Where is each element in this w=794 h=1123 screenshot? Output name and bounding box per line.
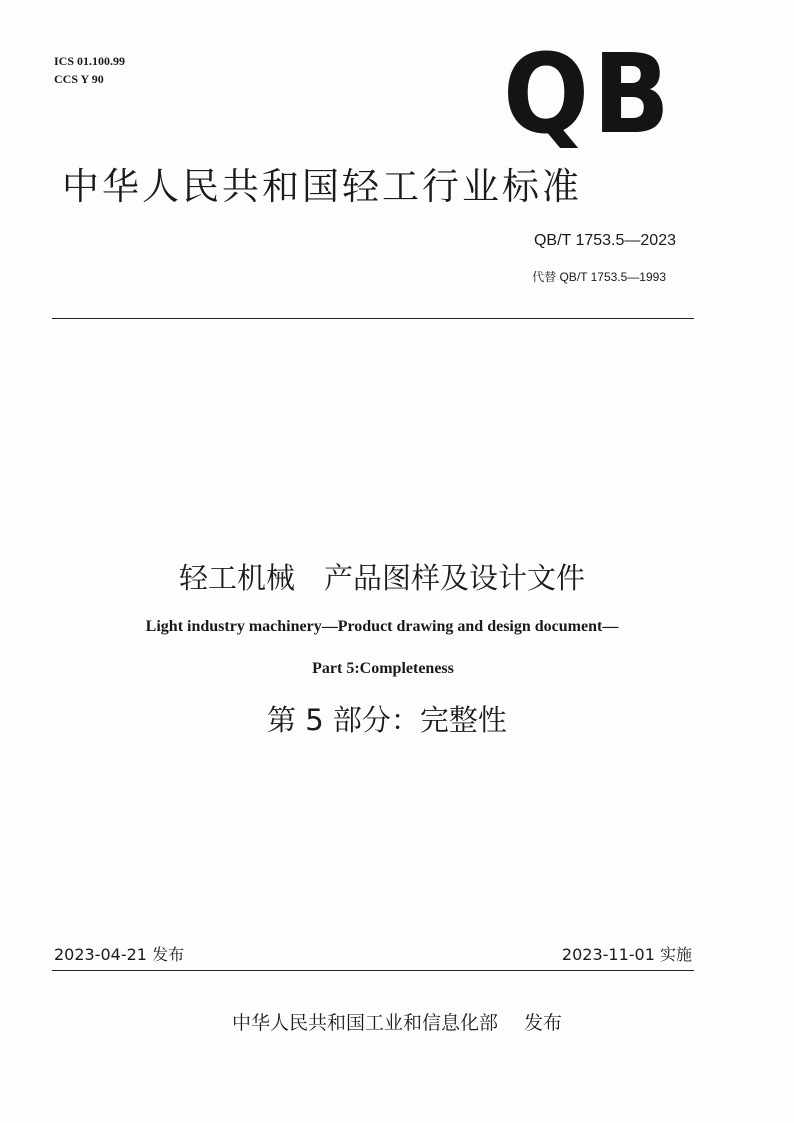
english-title (0, 616, 794, 680)
issue-date: 2023-04-21 发布 (54, 945, 185, 964)
ics-code: ICS 01.100.99 (54, 54, 126, 68)
english-title-line-1: Light industry machinery—Product drawing and design document— (145, 618, 619, 635)
english-title-line-2: Part 5:Completeness (312, 660, 454, 677)
qb-logo: QB (503, 30, 674, 158)
ccs-code: CCS Y 90 (54, 72, 104, 86)
implementation-date: 2023-11-01 实施 (561, 945, 692, 964)
standard-number: QB/T 1753.5—2023 (533, 232, 676, 249)
chinese-title-line-2: 第 5 部分：完整性 (267, 703, 507, 737)
publisher-line (0, 1008, 794, 1035)
publisher-name: 中华人民共和国工业和信息化部 (231, 1012, 498, 1034)
classification-codes (54, 52, 125, 88)
publisher-action: 发布 (524, 1012, 563, 1034)
header-divider (52, 318, 694, 319)
standard-type-title: 中华人民共和国轻工行业标准 (62, 165, 582, 208)
chinese-title-line-1: 轻工机械 产品图样及设计文件 (178, 561, 585, 595)
footer-divider (52, 970, 694, 971)
replaces-standard: 代替 QB/T 1753.5—1993 (532, 270, 666, 284)
